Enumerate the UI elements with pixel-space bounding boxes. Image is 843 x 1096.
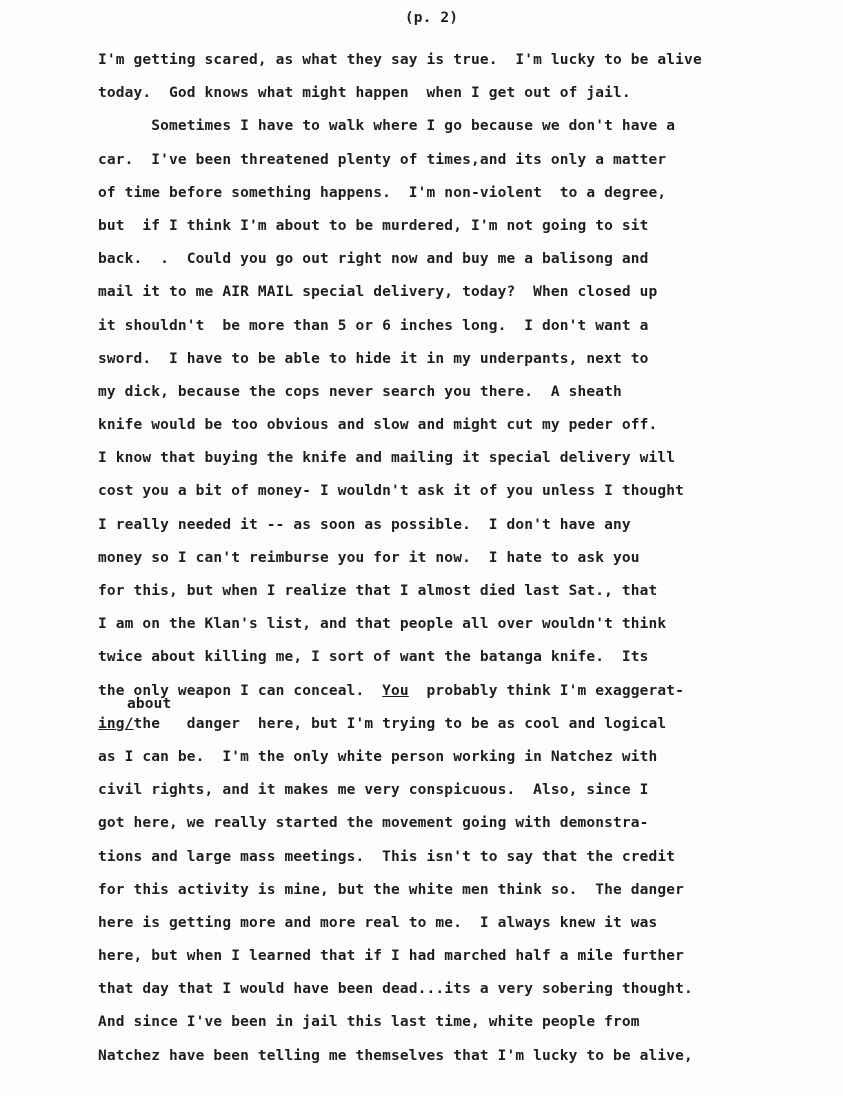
text-line: today. God knows what might happen when I get out of jail. (98, 85, 631, 102)
text-line-with-underline (98, 675, 798, 708)
text-line: car. I've been threatened plenty of times,and its only a matter (98, 151, 667, 168)
text-line: mail it to me AIR MAIL special delivery, today? When closed up (98, 284, 658, 301)
text-line: I really needed it -- as soon as possible. I don't have any (98, 516, 631, 533)
text-line: got here, we really started the movement going with demonstra- (98, 815, 649, 832)
text-line: Sometimes I have to walk where I go because we don't have a (98, 118, 676, 135)
text-line: for this activity is mine, but the white men think so. The danger (98, 881, 685, 898)
text-line: back. . Could you go out right now and buy me a balisong and (98, 251, 649, 268)
text-line: sword. I have to be able to hide it in my underpants, next to (98, 350, 649, 367)
line-segment: the only weapon I can conceal. (98, 682, 383, 699)
text-line: civil rights, and it makes me very conspicuous. Also, since I (98, 782, 649, 799)
text-line: tions and large mass meetings. This isn't to say that the credit (98, 848, 676, 865)
text-line: Natchez have been telling me themselves that I'm lucky to be alive, (98, 1047, 693, 1064)
text-line: here is getting more and more real to me. I always knew it was (98, 914, 658, 931)
text-line: I am on the Klan's list, and that people all over wouldn't think (98, 616, 667, 633)
text-line: it shouldn't be more than 5 or 6 inches long. I don't want a (98, 317, 649, 334)
letter-body (98, 44, 798, 1073)
text-line: but if I think I'm about to be murdered, I'm not going to sit (98, 217, 649, 234)
text-line: that day that I would have been dead...its a very sobering thought. (98, 981, 693, 998)
interlinear-insertion: about (127, 695, 172, 712)
text-line: as I can be. I'm the only white person working in Natchez with (98, 748, 658, 765)
underlined-word: You (382, 682, 409, 699)
text-line: knife would be too obvious and slow and might cut my peder off. (98, 417, 658, 434)
text-line: for this, but when I realize that I almost died last Sat., that (98, 583, 658, 599)
line-segment: the danger here, but I'm trying to be as cool and logical (133, 715, 667, 732)
underlined-word: ing/ (98, 715, 134, 732)
text-line: my dick, because the cops never search you there. A sheath (98, 383, 622, 400)
text-line: money so I can't reimburse you for it now. I hate to ask you (98, 549, 640, 566)
text-line: here, but when I learned that if I had marched half a mile further (98, 948, 685, 965)
text-line: And since I've been in jail this last time, white people from (98, 1014, 640, 1031)
text-line: I'm getting scared, as what they say is true. I'm lucky to be alive (98, 52, 702, 68)
text-line: of time before something happens. I'm non-violent to a degree, (98, 184, 667, 201)
line-segment: probably think I'm exaggerat- (408, 682, 685, 699)
page-number: (p. 2) (404, 10, 459, 26)
text-line: twice about killing me, I sort of want the batanga knife. Its (98, 649, 649, 666)
text-line: cost you a bit of money- I wouldn't ask it of you unless I thought (98, 483, 685, 500)
text-line: I know that buying the knife and mailing it special delivery will (98, 450, 676, 467)
text-line-with-insertion (98, 695, 798, 741)
